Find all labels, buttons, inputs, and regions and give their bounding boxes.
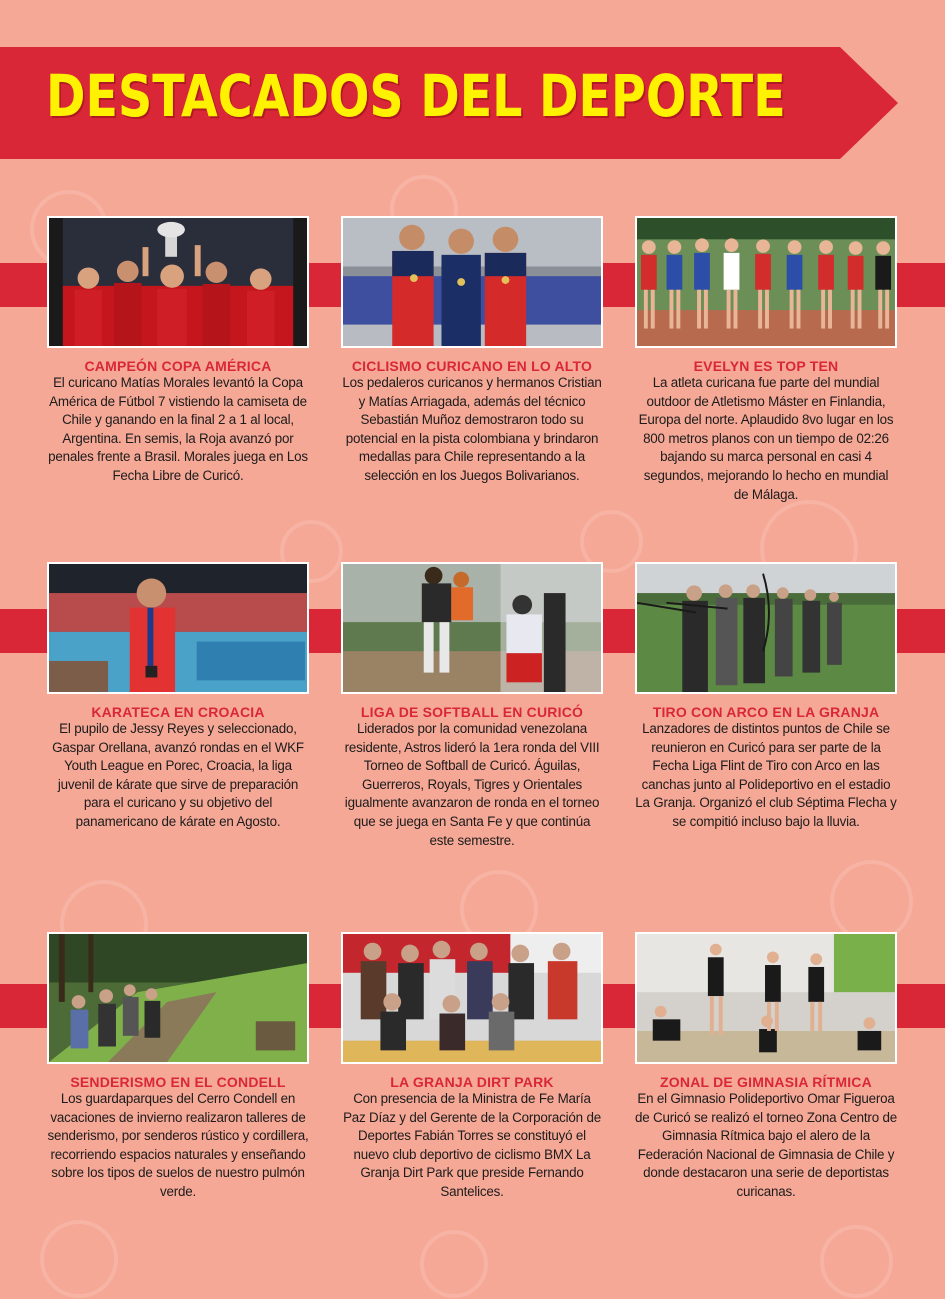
article-body: Los pedaleros curicanos y hermanos Cristian y Matías Arriagada, además del técnico Sebastián Muñoz demostraron todo su potencial en la pista colombiana y brindaron medallas para Chile representando a la selección en los Juegos Bolivarianos. — [342, 375, 602, 483]
softball-game-photo — [341, 562, 603, 694]
article-body: El pupilo de Jessy Reyes y seleccionado, Gaspar Orellana, avanzó rondas en el WKF Youth League en Porec, Croacia, la liga juvenil de kárate que sirve de preparación para el curicano y su objetivo del panamericano de kárate en Agosto. — [52, 721, 304, 829]
article-card — [341, 216, 603, 486]
article-title: LIGA DE SOFTBALL EN CURICÓ — [360, 704, 584, 720]
article-body: En el Gimnasio Polideportivo Omar Figueroa de Curicó se realizó el torneo Zona Centro de Gimnasia Rítmica bajo el alero de la Federación Nacional de Gimnasia de Chile y donde destacaron una serie de deportistas curicanas. — [635, 1091, 897, 1199]
article-body: Los guardaparques del Cerro Condell en vacaciones de invierno realizaron talleres de senderismo, por senderos rústico y cordillera, recorriendo espacios naturales y enseñando sobre los tipos de suelos de nuestro pulmón verde. — [47, 1091, 309, 1199]
article-body: Lanzadores de distintos puntos de Chile se reunieron en Curicó para ser parte de la Fecha Liga Flint de Tiro con Arco en las canchas junto al Polideportivo en el estadio La Granja. Organizó el club Séptima Flecha y se compitió incluso bajo la lluvia. — [635, 721, 897, 829]
article-title: LA GRANJA DIRT PARK — [390, 1074, 554, 1090]
article-title: ZONAL DE GIMNASIA RÍTMICA — [660, 1074, 872, 1090]
article-card — [47, 932, 309, 1202]
article-card — [635, 932, 897, 1202]
runners-lineup-photo — [635, 216, 897, 348]
article-title: EVELYN ES TOP TEN — [693, 358, 839, 374]
article-card — [635, 562, 897, 832]
article-card — [341, 562, 603, 850]
article-title: KARATECA EN CROACIA — [91, 704, 265, 720]
article-card — [635, 216, 897, 504]
karate-athlete-arena-photo — [47, 562, 309, 694]
article-body: Con presencia de la Ministra de Fe María Paz Díaz y del Gerente de la Corporación de Deportes Fabián Torres se constituyó el nuevo club deportivo de ciclismo BMX La Granja Dirt Park que preside Fernando Santelices. — [343, 1091, 601, 1199]
article-card — [341, 932, 603, 1202]
cyclists-with-medals-photo — [341, 216, 603, 348]
article-body: El curicano Matías Morales levantó la Copa América de Fútbol 7 vistiendo la camiseta de Chile y ganando en la final 2 a 1 al local, Argentina. En semis, la Roja avanzó por penales frente a Brasil. Morales juega en Los Fecha Libre de Curicó. — [48, 375, 308, 483]
page-title: DESTACADOS DEL DEPORTE — [46, 62, 786, 130]
article-body: La atleta curicana fue parte del mundial outdoor de Atletismo Máster en Finlandia, Europa del norte. Aplaudido 8vo lugar en los 800 metros planos con un tiempo de 02:26 bajando su marca personal en casi 4 segundos, mejorando lo hecho en mundial de Málaga. — [638, 375, 894, 502]
archers-line-photo — [635, 562, 897, 694]
bmx-club-group-photo — [341, 932, 603, 1064]
article-title: SENDERISMO EN EL CONDELL — [70, 1074, 286, 1090]
hikers-trail-photo — [47, 932, 309, 1064]
article-card — [47, 216, 309, 486]
soccer-team-celebration-photo — [47, 216, 309, 348]
article-card — [47, 562, 309, 832]
article-title: CAMPEÓN COPA AMÉRICA — [84, 358, 272, 374]
article-title: CICLISMO CURICANO EN LO ALTO — [351, 358, 593, 374]
article-title: TIRO CON ARCO EN LA GRANJA — [652, 704, 880, 720]
article-body: Liderados por la comunidad venezolana residente, Astros lideró la 1era ronda del VIII Torneo de Softball de Curicó. Águilas, Guerreros, Royals, Tigres y Orientales igualmente avanzaron de ronda en el torneo que se juega en Santa Fe y que continúa este semestre. — [344, 721, 600, 848]
rhythmic-gymnasts-photo — [635, 932, 897, 1064]
